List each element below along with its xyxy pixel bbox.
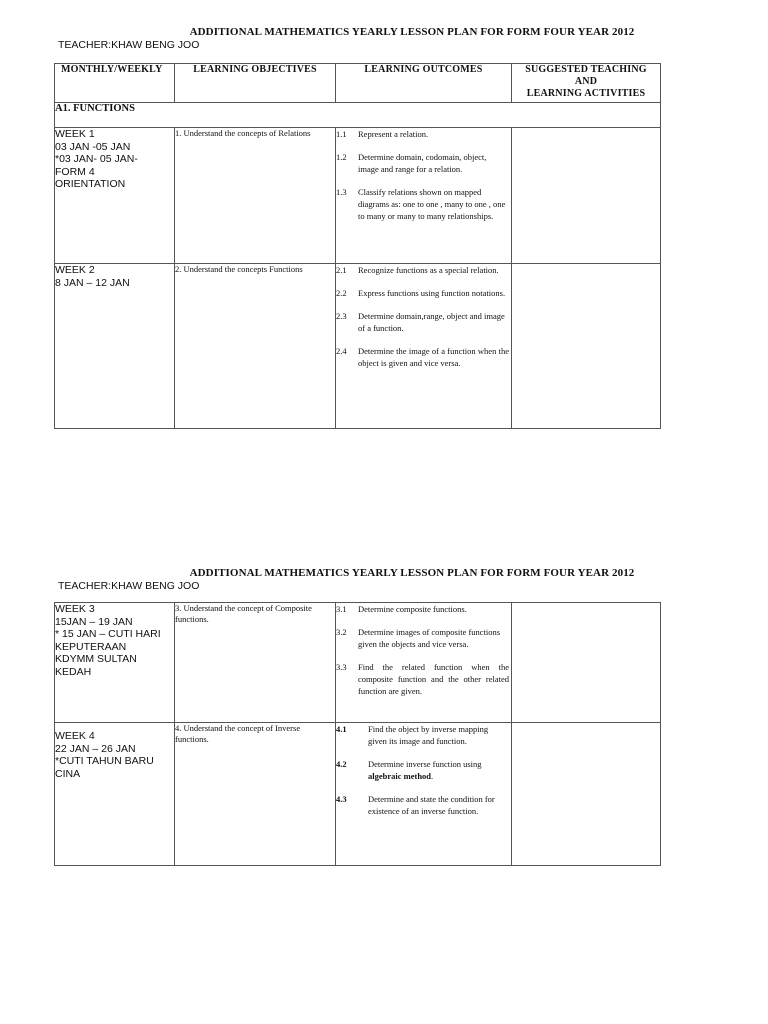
week-line: KEPUTERAAN <box>55 640 127 653</box>
outcome-number: 2.4 <box>336 346 347 356</box>
week-line: 03 JAN -05 JAN <box>55 140 131 153</box>
outcome-item <box>336 310 511 334</box>
table-row <box>55 128 661 264</box>
objective-cell: 1. Understand the concepts of Relations <box>175 128 336 264</box>
outcome-number: 1.1 <box>336 129 347 139</box>
outcome-number: 4.3 <box>336 794 347 804</box>
outcome-number: 2.3 <box>336 311 347 321</box>
week-line: 8 JAN – 12 JAN <box>55 276 130 289</box>
outcome-number: 2.2 <box>336 288 347 298</box>
outcome-text: Recognize functions as a special relation. <box>358 265 499 275</box>
week-line: WEEK 3 <box>55 603 95 615</box>
header-outcomes: LEARNING OUTCOMES <box>336 64 512 103</box>
outcomes-cell <box>336 603 512 723</box>
outcomes-cell <box>336 128 512 264</box>
header-activities-line3: LEARNING ACTIVITIES <box>526 88 646 99</box>
outcome-number: 3.1 <box>336 604 347 614</box>
outcome-item <box>336 793 511 817</box>
document-title: ADDITIONAL MATHEMATICS YEARLY LESSON PLAN FOR FORM FOUR YEAR 2012 <box>189 567 635 579</box>
outcome-item <box>336 626 511 650</box>
document-title: ADDITIONAL MATHEMATICS YEARLY LESSON PLAN FOR FORM FOUR YEAR 2012 <box>189 26 635 38</box>
outcomes-cell <box>336 264 512 429</box>
outcome-number: 2.1 <box>336 265 347 275</box>
outcome-text: Determine the image of a function when the object is given and vice versa. <box>358 346 509 368</box>
outcome-text: Determine composite functions. <box>358 604 467 614</box>
outcome-text: Determine domain, codomain, object, image and range for a relation. <box>358 152 487 174</box>
week-line: 15JAN – 19 JAN <box>55 615 133 628</box>
week-line: WEEK 4 <box>55 730 95 742</box>
activities-cell <box>512 128 661 264</box>
section-row <box>55 103 661 128</box>
outcome-number: 3.3 <box>336 662 347 672</box>
outcome-text-end: . <box>431 771 434 781</box>
objective-cell: 4. Understand the concept of Inverse functions. <box>175 723 336 866</box>
outcome-item <box>336 151 511 175</box>
teacher-name: TEACHER:KHAW BENG JOO <box>58 39 200 51</box>
objective-cell: 3. Understand the concept of Composite functions. <box>175 603 336 723</box>
teacher-name: TEACHER:KHAW BENG JOO <box>58 580 200 592</box>
outcome-item <box>336 603 511 615</box>
outcome-item <box>336 186 511 222</box>
header-activities-line2: AND <box>574 76 598 87</box>
outcome-number: 3.2 <box>336 627 347 637</box>
header-objectives: LEARNING OBJECTIVES <box>175 64 336 103</box>
lesson-plan-table <box>54 63 661 429</box>
outcome-number: 1.3 <box>336 187 347 197</box>
header-week: MONTHLY/WEEKLY <box>55 64 175 103</box>
week-line: WEEK 2 <box>55 264 95 276</box>
outcome-text: Find the object by inverse mapping given its image and function. <box>368 724 489 746</box>
outcome-text-plain: Determine inverse function using <box>368 759 482 769</box>
outcome-item <box>336 661 511 697</box>
lesson-plan-page-1 <box>0 26 768 429</box>
outcome-text: Represent a relation. <box>358 129 429 139</box>
header-activities <box>512 64 661 103</box>
outcome-item <box>336 345 511 369</box>
week-line: *CUTI TAHUN BARU <box>55 755 154 767</box>
outcome-text-bold: algebraic method <box>368 771 432 781</box>
outcome-item <box>336 264 511 276</box>
outcome-text: Express functions using function notations. <box>358 288 506 298</box>
week-line: CINA <box>55 767 81 780</box>
outcome-text: Classify relations shown on mapped diagrams as: one to one , many to one , one to many or many to many relationships. <box>358 187 506 221</box>
activities-cell <box>512 603 661 723</box>
outcome-text: Determine domain,range, object and image of a function. <box>358 311 505 333</box>
week-line: FORM 4 <box>55 165 95 178</box>
activities-cell <box>512 264 661 429</box>
outcome-text: Determine images of composite functions given the objects and vice versa. <box>358 627 501 649</box>
activities-cell <box>512 723 661 866</box>
week-line: WEEK 1 <box>55 128 95 140</box>
week-line: ORIENTATION <box>55 178 126 190</box>
table-header-row <box>55 64 661 103</box>
week-line: *03 JAN- 05 JAN- <box>55 153 138 165</box>
week-line: 22 JAN – 26 JAN <box>55 742 136 755</box>
outcome-item <box>336 758 511 782</box>
week-cell <box>55 128 175 264</box>
table-row <box>55 264 661 429</box>
week-cell <box>55 264 175 429</box>
week-line: KDYMM SULTAN <box>55 653 137 665</box>
outcome-item <box>336 128 511 140</box>
lesson-plan-page-2 <box>0 567 768 866</box>
week-cell <box>55 723 175 866</box>
outcome-number: 1.2 <box>336 152 347 162</box>
header-activities-line1: SUGGESTED TEACHING <box>525 64 647 75</box>
outcome-number: 4.2 <box>336 759 347 769</box>
table-row <box>55 723 661 866</box>
week-cell <box>55 603 175 723</box>
week-line: KEDAH <box>55 665 92 678</box>
objective-cell: 2. Understand the concepts Functions <box>175 264 336 429</box>
outcome-number: 4.1 <box>336 724 347 734</box>
outcome-item <box>336 287 511 299</box>
week-line: * 15 JAN – CUTI HARI <box>55 628 161 640</box>
section-title: A1. FUNCTIONS <box>55 103 661 128</box>
outcome-text: Find the related function when the composite function and the other related function are given. <box>358 662 509 696</box>
outcome-text: Determine and state the condition for existence of an inverse function. <box>368 794 495 816</box>
outcome-text <box>362 758 511 782</box>
outcomes-cell <box>336 723 512 866</box>
table-row <box>55 603 661 723</box>
lesson-plan-table <box>54 602 661 866</box>
outcome-item <box>336 723 511 747</box>
